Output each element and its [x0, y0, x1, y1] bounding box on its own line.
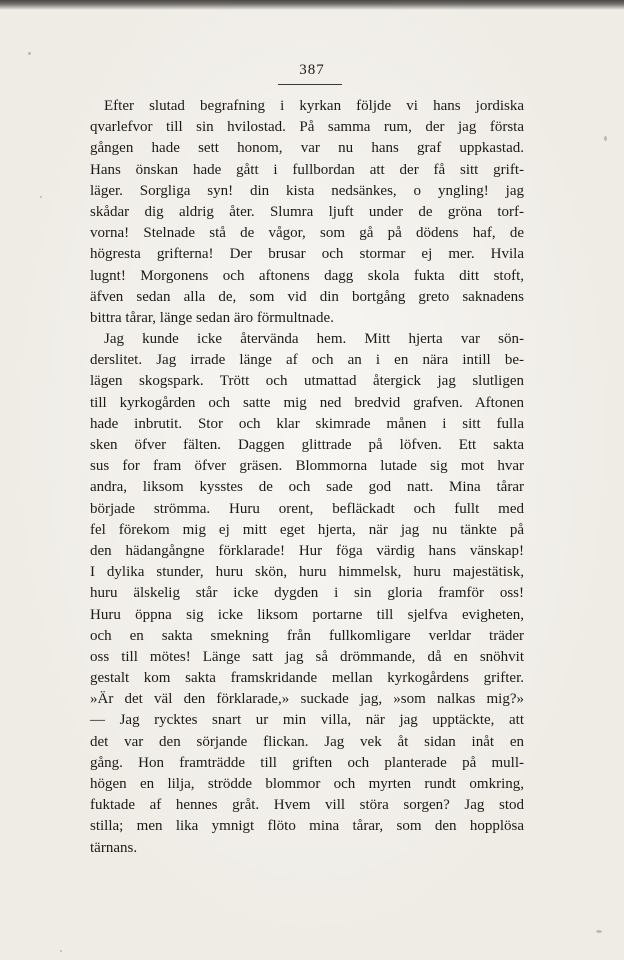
page-number-rule [278, 84, 342, 85]
text-line: lugnt! Morgonens och aftonens dagg skola fukta ditt stoft, [90, 267, 524, 284]
text-line: högen en lilja, strödde blommor och myrten rundt omkring, [90, 776, 524, 792]
text-line: den hädangångne förklarade! Hur föga värdig hans vänskap! [90, 542, 524, 559]
text-line: bittra tårar, länge sedan äro förmultnade. [90, 309, 334, 326]
text-line: gestalt kom sakta framskridande mellan kyrkogårdens grifter. [90, 670, 524, 687]
text-line: andra, liksom kysstes de och sade god natt. Mina tårar [90, 479, 524, 496]
text-line: lägen skogspark. Trött och utmattad återgick jag slutligen [90, 373, 524, 390]
text-line: och en sakta smekning från fullkomligare verldar träder [90, 627, 524, 644]
text-line: högresta grifterna! Der brusar och stormar ej mer. Hvila [90, 246, 524, 263]
paragraph [90, 96, 524, 329]
paragraph [90, 329, 524, 859]
text-line: gång. Hon framträdde till griften och planterade på mull- [90, 754, 524, 771]
text-line: sus for fram öfver gräsen. Blommorna lutade sig mot hvar [90, 458, 524, 475]
text-line: huru älskelig står icke dygden i sin gloria framför oss! [90, 585, 524, 602]
page-number: 387 [299, 62, 325, 78]
scan-top-edge [0, 0, 624, 10]
paper-speck [604, 136, 607, 141]
paper-speck [40, 196, 42, 198]
text-line: började strömma. Huru orent, befläckadt och fullt med [90, 500, 524, 517]
text-line: det var den sörjande flickan. Jag vek åt sidan inåt en [90, 733, 524, 750]
text-line: fel förekom mig ej mitt eget hjerta, när jag nu tänkte på [90, 521, 524, 538]
paper-speck [596, 930, 602, 933]
text-line: tärnans. [90, 839, 138, 856]
text-line: Huru öppna sig icke liksom portarne till sjelfva evigheten, [90, 606, 524, 623]
text-line: hade inbrutit. Stor och klar skimrade månen i sitt fulla [90, 415, 524, 432]
text-line: Hans önskan hade gått i fullbordan att der få sitt grift- [90, 161, 524, 178]
text-line: sken öfver fälten. Daggen glittrade på löfven. Ett sakta [90, 437, 524, 453]
text-line: Jag kunde icke återvända hem. Mitt hjerta var sön- [104, 331, 524, 348]
text-line: — Jag rycktes snart ur min villa, när jag upptäckte, att [90, 712, 524, 729]
text-line: fuktade af hennes gråt. Hvem vill störa sorgen? Jag stod [90, 797, 524, 814]
text-line: läger. Sorgliga syn! din kista nedsänkes, o yngling! jag [90, 182, 524, 199]
text-line: äfven sedan alla de, som vid din bortgång greto saknadens [90, 288, 524, 305]
text-line: Efter slutad begrafning i kyrkan följde vi hans jordiska [104, 98, 524, 114]
text-line: I dylika stunder, huru skön, huru himmelsk, huru majestätisk, [90, 564, 524, 581]
text-line: stilla; men lika ymnigt flöto mina tårar, som den hopplösa [90, 818, 524, 835]
text-line: gången hade sett honom, var nu hans graf uppkastad. [90, 140, 524, 157]
text-line: »Är det väl den förklarade,» suckade jag, »som nalkas mig?» [90, 691, 524, 708]
paper-speck [28, 52, 31, 55]
body-text [90, 96, 524, 859]
text-line: skådar dig aldrig åter. Slumra ljuft under de gröna torf- [90, 203, 524, 220]
text-line: oss till mötes! Länge satt jag så drömmande, då en snöhvit [90, 648, 524, 665]
paper-speck [60, 950, 62, 952]
text-line: vorna! Stelnade stå de vågor, som gå på dödens haf, de [90, 225, 524, 242]
text-line: qvarlefvor till sin hvilostad. På samma rum, der jag första [90, 119, 524, 136]
text-line: derslitet. Jag irrade länge af och an i en nära intill be- [90, 352, 524, 369]
text-line: till kyrkogården och satte mig ned bredvid grafven. Aftonen [90, 394, 524, 411]
